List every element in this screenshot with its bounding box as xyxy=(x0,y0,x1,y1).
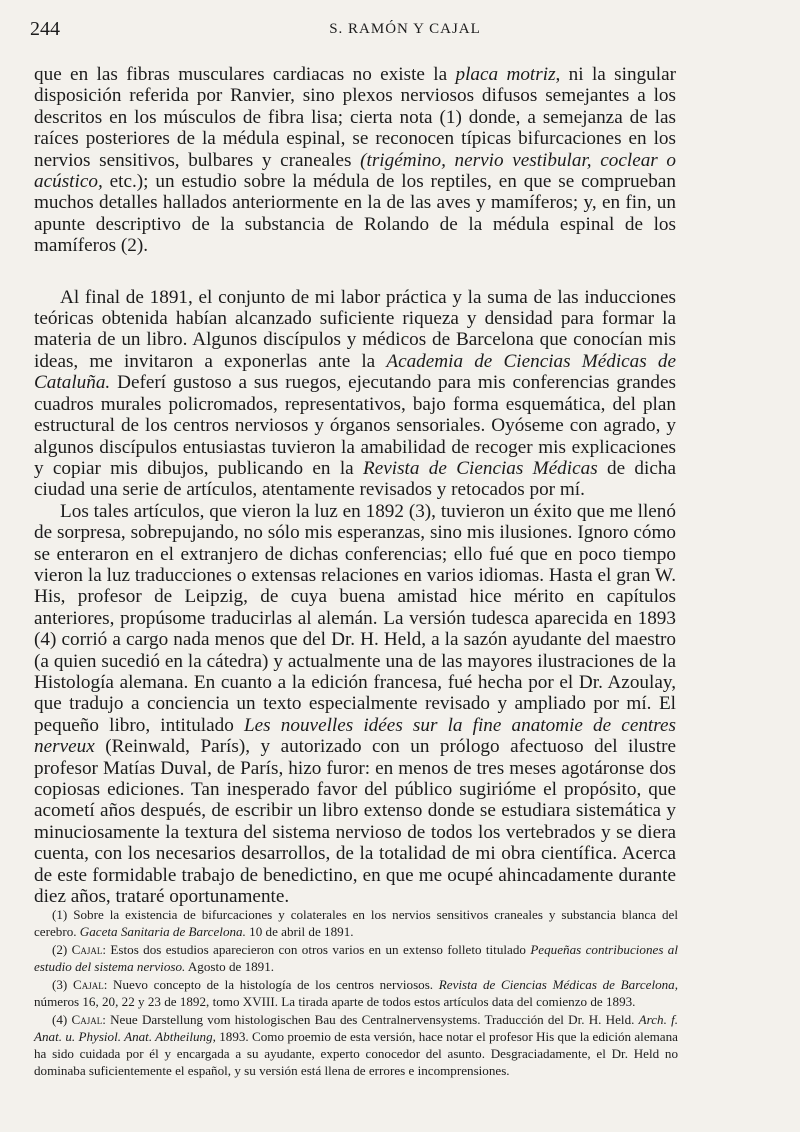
running-head: S. RAMÓN Y CAJAL xyxy=(329,21,481,37)
text-run: Cajal: xyxy=(72,977,108,992)
footnote xyxy=(34,906,678,940)
body-text xyxy=(34,64,676,907)
text-run: Cajal: xyxy=(71,942,107,957)
footnote xyxy=(34,941,678,975)
paragraph xyxy=(34,64,676,257)
text-run: , ni la singular disposición referida por Ranvier, sino plexos nerviosos difusos semejantes a los descritos en los músculos de fibra lisa; cierta nota (1) donde, a semejanza de las raíces posteriores de la médula espinal, se reconocen típicas bifurcaciones en los nervios sensitivos, bulbares y craneales xyxy=(34,64,676,171)
text-run: Neue Darstellung vom histologischen Bau des Centralnervensystems. Traducción del Dr. H. Held. xyxy=(105,1012,639,1027)
paragraph xyxy=(34,501,676,908)
text-run: 1893. Como proemio de esta versión, hace notar el profesor His que la edición alemana ha sido cuidada por él y encargada a su ayudante, experto conocedor del asunto. Desgraciadamente, el Dr. Held no dominaba suficientemente el español, y su versión está llena de errores e incomprensiones. xyxy=(34,1029,678,1078)
text-run: números 16, 20, 22 y 23 de 1892, tomo XVIII. La tirada aparte de todos estos artículos data del comienzo de 1893. xyxy=(34,994,636,1009)
text-run: (1) Sobre la existencia de bifurcaciones y colaterales en los nervios sensitivos craneales y substancia blanca del cerebro. xyxy=(34,907,678,939)
italic-run: Arch. f. Anat. u. Physiol. Anat. Abtheilung, xyxy=(34,1012,678,1044)
italic-run: Les nouvelles idées sur la fine anatomie de centres nerveux xyxy=(34,714,676,758)
text-run: (4) xyxy=(52,1012,72,1027)
italic-run: (trigémino, nervio vestibular, coclear o acústico, xyxy=(34,149,677,193)
italic-run: Revista de Ciencias Médicas xyxy=(363,457,598,479)
text-run: (2) xyxy=(52,942,72,957)
text-run: Cajal: xyxy=(71,1012,106,1027)
text-run: Estos dos estudios aparecieron con otros varios en un extenso folleto titulado xyxy=(106,942,531,957)
text-run: (Reinwald, París), y autorizado con un prólogo afectuoso del ilustre profesor Matías Duval, de París, hizo furor: en menos de tres meses agotáronse dos copiosas ediciones. Tan inesperado favor del público sugirióme el propósito, que acometí años después, de escribir un libro extenso donde se estudiara sistemática y minuciosamente la textura del sistema nervioso de todos los vertebrados y se diera cuenta, con los necesarios desarrollos, de la totalidad de mi obra científica. Acerca de este formidable trabajo de benedictino, en que me ocupé ahincadamente durante diez años, trataré oportunamente. xyxy=(34,736,676,908)
text-run: Agosto de 1891. xyxy=(185,959,275,974)
footnotes xyxy=(34,906,678,1080)
text-run: Al final de 1891, el conjunto de mi labor práctica y la suma de las inducciones teóricas obtenida habían alcanzado suficiente riqueza y densidad para formar la materia de un libro. Algunos discípulos y médicos de Barcelona que conocían mis ideas, me invitaron a exponerlas ante la xyxy=(34,286,676,372)
text-run: (3) xyxy=(52,977,73,992)
page-number: 244 xyxy=(30,18,60,40)
text-run: Nuevo concepto de la histología de los centros nerviosos. xyxy=(107,977,439,992)
text-run: Los tales artículos, que vieron la luz en 1892 (3), tuvieron un éxito que me llenó de sorpresa, sobrepujando, no sólo mis esperanzas, sino mis ilusiones. Ignoro cómo se enteraron en el extranjero de dichas conferencias; ello fué que en poco tiempo vieron la luz traducciones o extensas relaciones en varios idiomas. Hasta el gran W. His, profesor de Leipzig, de cuya buena amistad hice mérito en capítulos anteriores, propúsome traducirlas al alemán. La versión tudesca aparecida en 1893 (4) corrió a cargo nada menos que del Dr. H. Held, a la sazón ayudante del maestro (a quien sucedió en la cátedra) y actualmente una de las mayores ilustraciones de la Histología alemana. En cuanto a la edición francesa, fué hecha por el Dr. Azoulay, que tradujo a conciencia un texto especialmente revisado y ampliado por mí. El pequeño libro, intitulado xyxy=(34,500,676,736)
italic-run: Revista de Ciencias Médicas de Barcelona, xyxy=(438,977,678,992)
paragraph xyxy=(34,287,676,501)
italic-run: Pequeñas contribuciones al estudio del sistema nervioso. xyxy=(34,942,678,974)
page-header xyxy=(30,18,780,48)
footnote xyxy=(34,976,678,1010)
italic-run: Academia de Ciencias Médicas de Cataluña. xyxy=(34,350,676,394)
italic-run: Gaceta Sanitaria de Barcelona. xyxy=(79,924,246,939)
italic-run: placa motriz xyxy=(455,64,556,85)
footnote xyxy=(34,1011,678,1079)
text-run: que en las fibras musculares cardiacas no existe la xyxy=(34,64,456,85)
text-run: de dicha ciudad una serie de artículos, atentamente revisados y retocados por mí. xyxy=(34,457,676,501)
text-run: 10 de abril de 1891. xyxy=(245,924,354,939)
text-run: Deferí gustoso a sus ruegos, ejecutando para mis conferencias grandes cuadros murales policromados, representativos, bajo forma esquemática, del plan estructural de los centros nerviosos y órganos sensoriales. Oyóseme con agrado, y algunos discípulos entusiastas tuvieron la amabilidad de recoger mis explicaciones y copiar mis dibujos, publicando en la xyxy=(34,372,676,479)
text-run: etc.); un estudio sobre la médula de los reptiles, en que se comprueban muchos detalles hallados anteriormente en la de las aves y mamíferos; y, en fin, un apunte descriptivo de la substancia de Rolando de la médula espinal de los mamíferos (2). xyxy=(34,171,676,257)
